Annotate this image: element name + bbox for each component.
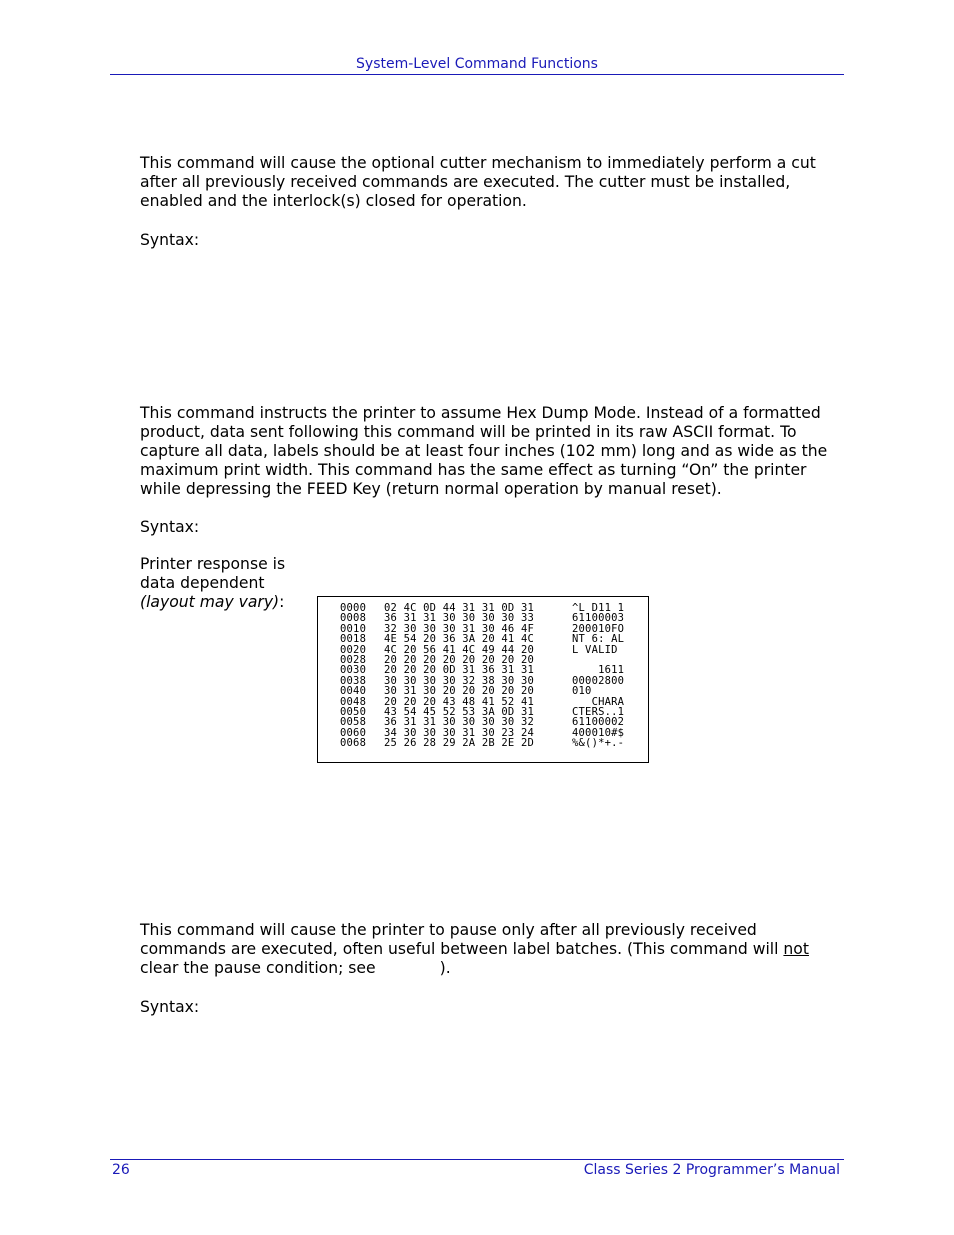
hex-address: 0060 <box>340 726 367 739</box>
response-line-3 <box>140 593 310 612</box>
hex-ascii: L VALID <box>572 643 618 656</box>
hex-address: 0048 <box>340 695 367 708</box>
pause-description <box>140 921 840 978</box>
header-rule <box>110 74 844 75</box>
hex-address: 0018 <box>340 633 367 646</box>
hex-address: 0040 <box>340 685 367 698</box>
hex-bytes: 25 26 28 29 2A 2B 2E 2D <box>384 737 534 750</box>
hex-ascii: NT 6: AL <box>572 633 625 646</box>
hex-address: 0010 <box>340 622 367 635</box>
hex-bytes: 36 31 31 30 30 30 30 33 <box>384 612 534 625</box>
hex-ascii: 61100003 <box>572 612 625 625</box>
header-title: System-Level Command Functions <box>356 56 598 72</box>
hex-address: 0050 <box>340 706 367 718</box>
pause-text-2: clear the pause condition; see <box>140 959 376 977</box>
response-line-2: data dependent <box>140 574 265 592</box>
pause-underlined-not: not <box>783 940 809 958</box>
hex-address: 0058 <box>340 716 367 729</box>
hex-address: 0038 <box>340 674 367 687</box>
hex-ascii: CTERS..1 <box>572 706 625 718</box>
pause-text-1: This command will cause the printer to pause only after all previously received commands are executed, often useful between label batches. (This command will <box>140 921 784 958</box>
hex-dump-row <box>340 738 624 748</box>
page-number: 26 <box>112 1162 130 1178</box>
hex-ascii: ^L D11 1 <box>572 602 625 614</box>
cut-description: This command will cause the optional cutter mechanism to immediately perform a cut after all previously received commands are executed. The cutter must be installed, enabled and the interlock(s) closed for operation. <box>140 154 816 210</box>
hex-syntax-label: Syntax: <box>140 518 200 536</box>
pause-syntax-label: Syntax: <box>140 998 200 1016</box>
hex-bytes: 4E 54 20 36 3A 20 41 4C <box>384 633 534 646</box>
hex-address: 0020 <box>340 643 367 656</box>
hex-ascii: 010 <box>572 685 592 698</box>
response-colon: : <box>279 593 285 611</box>
hex-bytes: 34 30 30 30 31 30 23 24 <box>384 726 534 739</box>
hex-ascii: 1611 <box>572 664 625 677</box>
hex-bytes: 4C 20 56 41 4C 49 44 20 <box>384 643 534 656</box>
hex-ascii: 200010FO <box>572 622 625 635</box>
hex-ascii: CHARA <box>572 695 625 708</box>
hex-bytes: 43 54 45 52 53 3A 0D 31 <box>384 706 534 718</box>
manual-title: Class Series 2 Programmer’s Manual <box>583 1162 840 1178</box>
hex-ascii: 61100002 <box>572 716 625 729</box>
hex-address: 0000 <box>340 602 367 614</box>
hex-bytes: 20 20 20 0D 31 36 31 31 <box>384 664 534 677</box>
hex-ascii: %&()*+.- <box>572 737 625 750</box>
hex-ascii: 00002800 <box>572 674 625 687</box>
hex-bytes: 02 4C 0D 44 31 31 0D 31 <box>384 602 534 614</box>
hex-address: 0008 <box>340 612 367 625</box>
hex-description: This command instructs the printer to assume Hex Dump Mode. Instead of a formatted product, data sent following this command will be printed in its raw ASCII format. To capture all data, labels should be at least four inches (102 mm) long and as wide as the maximum print width. This command has the same effect as turning “On” the printer while depressing the FEED Key (return normal operation by manual reset). <box>140 404 828 498</box>
hex-ascii: 400010#$ <box>572 726 625 739</box>
hex-bytes: 30 30 30 30 32 38 30 30 <box>384 674 534 687</box>
hex-bytes: 20 20 20 43 48 41 52 41 <box>384 695 534 708</box>
hex-bytes: 20 20 20 20 20 20 20 20 <box>384 654 534 666</box>
hex-address: 0028 <box>340 654 367 666</box>
cut-syntax-label: Syntax: <box>140 231 200 249</box>
hex-address: 0030 <box>340 664 367 677</box>
hex-bytes: 30 31 30 20 20 20 20 20 <box>384 685 534 698</box>
response-line-1: Printer response is <box>140 555 286 573</box>
response-italic: (layout may vary) <box>140 593 280 611</box>
pause-text-3: ). <box>439 959 451 977</box>
hex-address: 0068 <box>340 737 367 750</box>
footer-rule <box>110 1159 844 1160</box>
hex-bytes: 32 30 30 30 31 30 46 4F <box>384 622 534 635</box>
hex-dump-sample <box>317 596 649 763</box>
printer-response-note <box>140 555 310 612</box>
hex-bytes: 36 31 31 30 30 30 30 32 <box>384 716 534 729</box>
